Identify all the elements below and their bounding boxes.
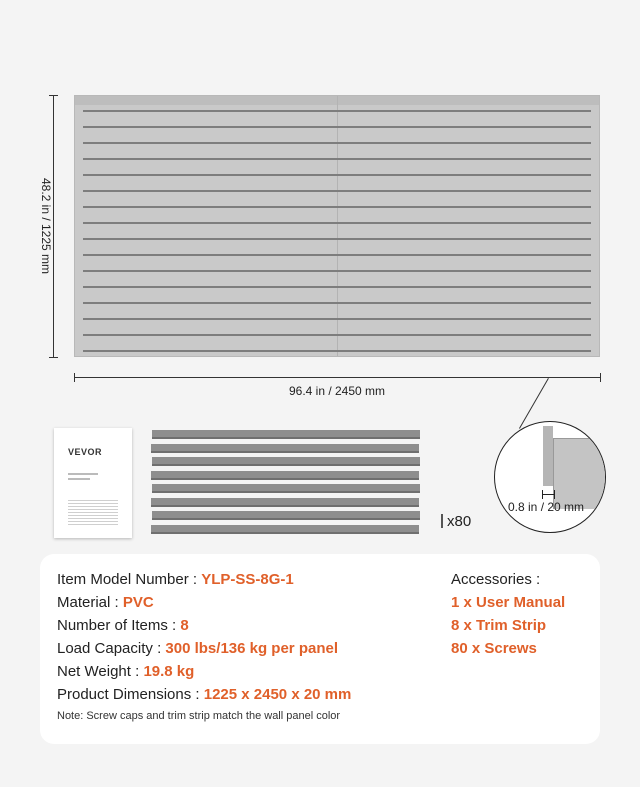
width-dimension-cap-right [600, 373, 601, 382]
panel-slot [83, 110, 591, 112]
panel-slot [83, 158, 591, 160]
trim-strip [151, 498, 419, 507]
panel-seam [337, 96, 338, 356]
color-note: Note: Screw caps and trim strip match the wall panel color [57, 710, 341, 722]
spec-items-label: Number of Items : [57, 617, 181, 634]
spec-dimensions-label: Product Dimensions : [57, 686, 204, 703]
accessory-item: 8 x Trim Strip [451, 617, 547, 634]
accessories-title: Accessories : [451, 571, 541, 588]
width-dimension-label: 96.4 in / 2450 mm [288, 384, 386, 398]
panel-slot [83, 318, 591, 320]
trim-strip [152, 511, 420, 520]
manual-text-block [68, 500, 118, 526]
thickness-dimension-label: 0.8 in / 20 mm [508, 500, 585, 514]
height-dimension-line [53, 95, 54, 358]
panel-slot [83, 190, 591, 192]
height-dimension-cap-bottom [49, 357, 58, 358]
trim-strip [152, 430, 420, 439]
width-dimension-cap-left [74, 373, 75, 382]
trim-strip [151, 525, 419, 534]
panel-edge-detail [543, 426, 553, 486]
thickness-detail-circle [494, 421, 606, 533]
manual-brand-logo: VEVOR [68, 447, 103, 457]
panel-slot [83, 302, 591, 304]
panel-slot [83, 142, 591, 144]
trim-strip [151, 444, 419, 453]
panel-slot [83, 126, 591, 128]
panel-face-detail [553, 438, 606, 509]
spec-model-label: Item Model Number : [57, 571, 202, 588]
height-dimension-cap-top [49, 95, 58, 96]
spec-load-label: Load Capacity : [57, 640, 166, 657]
spec-dimensions-value: 1225 x 2450 x 20 mm [203, 686, 352, 703]
spec-load-value: 300 lbs/136 kg per panel [165, 640, 338, 657]
panel-slot [83, 206, 591, 208]
panel-slot [83, 222, 591, 224]
screw-count: x80 [447, 513, 472, 530]
spec-dimensions [57, 686, 351, 703]
panel-slot [83, 174, 591, 176]
spec-weight-value: 19.8 kg [143, 663, 195, 680]
height-dimension-label: 48.2 in / 1225 mm [39, 177, 53, 275]
trim-strip [152, 484, 420, 493]
panel-slot [83, 254, 591, 256]
spec-material [57, 594, 154, 611]
manual-title-line [68, 473, 98, 475]
spec-items-value: 8 [180, 617, 189, 634]
panel-slot [83, 270, 591, 272]
width-dimension-line [74, 377, 601, 378]
panel-slot [83, 238, 591, 240]
panel-slot [83, 286, 591, 288]
spec-material-label: Material : [57, 594, 123, 611]
spec-model [57, 571, 294, 588]
spec-weight [57, 663, 194, 680]
trim-strip [151, 471, 419, 480]
manual-subtitle-line [68, 478, 90, 480]
wall-panel-image [74, 95, 600, 357]
thickness-tick-bar [542, 494, 555, 495]
panel-slot [83, 350, 591, 352]
screw-icon [441, 514, 443, 528]
spec-load [57, 640, 338, 657]
spec-items [57, 617, 189, 634]
accessory-item: 80 x Screws [451, 640, 537, 657]
spec-model-value: YLP-SS-8G-1 [201, 571, 294, 588]
spec-weight-label: Net Weight : [57, 663, 144, 680]
spec-material-value: PVC [122, 594, 154, 611]
specs-card [40, 554, 600, 744]
accessory-item: 1 x User Manual [451, 594, 566, 611]
panel-slot [83, 334, 591, 336]
user-manual-image [54, 428, 132, 538]
trim-strip [152, 457, 420, 466]
